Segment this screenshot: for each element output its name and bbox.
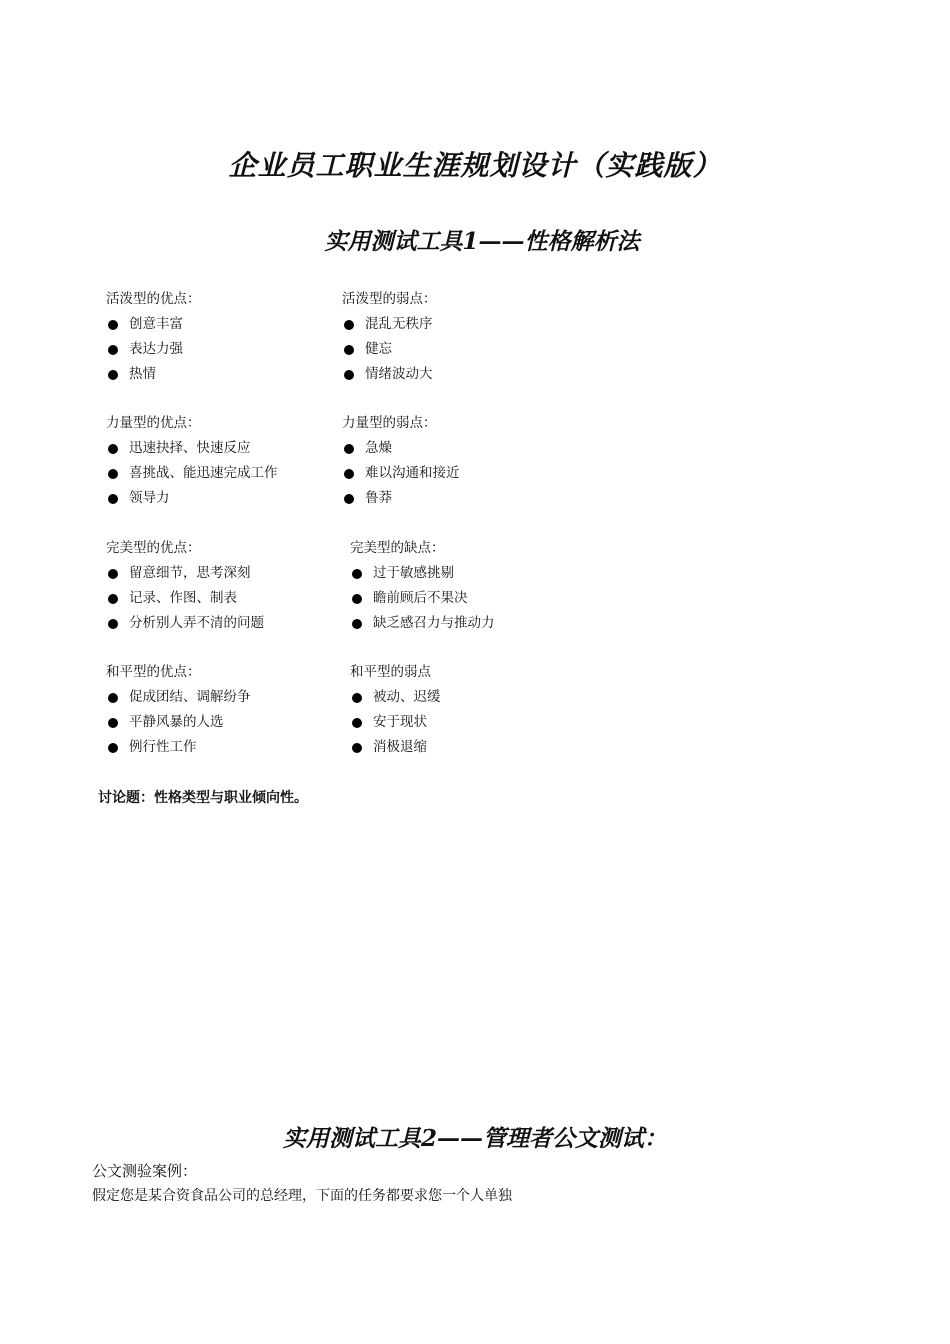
bullet-icon bbox=[108, 718, 118, 728]
bullet-icon bbox=[108, 469, 118, 479]
bullet-icon bbox=[108, 693, 118, 703]
perfect-strengths bbox=[106, 536, 264, 636]
bullet-icon bbox=[108, 444, 118, 454]
bullet-icon bbox=[352, 594, 362, 604]
list-item: 消极退缩 bbox=[350, 735, 441, 760]
list-item: 分析别人弄不清的问题 bbox=[106, 611, 264, 636]
powerful-weaknesses bbox=[342, 411, 460, 511]
list-item: 留意细节，思考深刻 bbox=[106, 561, 264, 586]
bullet-icon bbox=[344, 494, 354, 504]
peaceful-weaknesses-heading: 和平型的弱点 bbox=[350, 664, 431, 680]
list-item: 平静风暴的人选 bbox=[106, 710, 251, 735]
bullet-icon bbox=[352, 569, 362, 579]
bullet-icon bbox=[352, 743, 362, 753]
list-item: 创意丰富 bbox=[106, 312, 201, 337]
lively-strengths bbox=[106, 287, 201, 387]
bullet-icon bbox=[344, 444, 354, 454]
peaceful-strengths-heading: 和平型的优点： bbox=[106, 664, 201, 680]
list-item: 领导力 bbox=[106, 486, 278, 511]
bullet-icon bbox=[352, 693, 362, 703]
list-item: 难以沟通和接近 bbox=[342, 461, 460, 486]
document-title: 企业员工职业生涯规划设计（实践版） bbox=[228, 149, 722, 182]
bullet-icon bbox=[352, 718, 362, 728]
case-label: 公文测验案例： bbox=[92, 1162, 198, 1180]
bullet-icon bbox=[108, 370, 118, 380]
powerful-strengths bbox=[106, 411, 278, 511]
list-item: 情绪波动大 bbox=[342, 362, 437, 387]
list-item: 鲁莽 bbox=[342, 486, 460, 511]
lively-strengths-heading: 活泼型的优点： bbox=[106, 291, 201, 307]
list-item: 健忘 bbox=[342, 337, 437, 362]
perfect-strengths-heading: 完美型的优点： bbox=[106, 540, 201, 556]
bullet-icon bbox=[344, 345, 354, 355]
list-item: 混乱无秩序 bbox=[342, 312, 437, 337]
peaceful-weaknesses bbox=[350, 660, 441, 760]
perfect-weaknesses bbox=[350, 536, 495, 636]
discussion-question: 讨论题：性格类型与职业倾向性。 bbox=[98, 790, 308, 806]
list-item: 安于现状 bbox=[350, 710, 441, 735]
bullet-icon bbox=[352, 619, 362, 629]
bullet-icon bbox=[344, 320, 354, 330]
powerful-strengths-heading: 力量型的优点： bbox=[106, 415, 201, 431]
list-item: 记录、作图、制表 bbox=[106, 586, 264, 611]
bullet-icon bbox=[344, 469, 354, 479]
list-item: 促成团结、调解纷争 bbox=[106, 685, 251, 710]
powerful-weaknesses-heading: 力量型的弱点： bbox=[342, 415, 437, 431]
list-item: 表达力强 bbox=[106, 337, 201, 362]
bullet-icon bbox=[108, 345, 118, 355]
list-item: 被动、迟缓 bbox=[350, 685, 441, 710]
lively-weaknesses bbox=[342, 287, 437, 387]
bullet-icon bbox=[344, 370, 354, 380]
bullet-icon bbox=[108, 619, 118, 629]
peaceful-strengths bbox=[106, 660, 251, 760]
list-item: 急燥 bbox=[342, 436, 460, 461]
perfect-weaknesses-heading: 完美型的缺点： bbox=[350, 540, 445, 556]
section2-title: 实用测试工具2——管理者公文测试： bbox=[282, 1125, 667, 1152]
list-item: 缺乏感召力与推动力 bbox=[350, 611, 495, 636]
list-item: 过于敏感挑剔 bbox=[350, 561, 495, 586]
bullet-icon bbox=[108, 594, 118, 604]
lively-weaknesses-heading: 活泼型的弱点： bbox=[342, 291, 437, 307]
list-item: 迅速抉择、快速反应 bbox=[106, 436, 278, 461]
list-item: 热情 bbox=[106, 362, 201, 387]
bullet-icon bbox=[108, 494, 118, 504]
list-item: 喜挑战、能迅速完成工作 bbox=[106, 461, 278, 486]
bullet-icon bbox=[108, 569, 118, 579]
list-item: 例行性工作 bbox=[106, 735, 251, 760]
case-text: 假定您是某合资食品公司的总经理，下面的任务都要求您一个人单独 bbox=[92, 1188, 512, 1204]
list-item: 瞻前顾后不果决 bbox=[350, 586, 495, 611]
bullet-icon bbox=[108, 743, 118, 753]
bullet-icon bbox=[108, 320, 118, 330]
section1-title: 实用测试工具1——性格解析法 bbox=[324, 228, 640, 255]
